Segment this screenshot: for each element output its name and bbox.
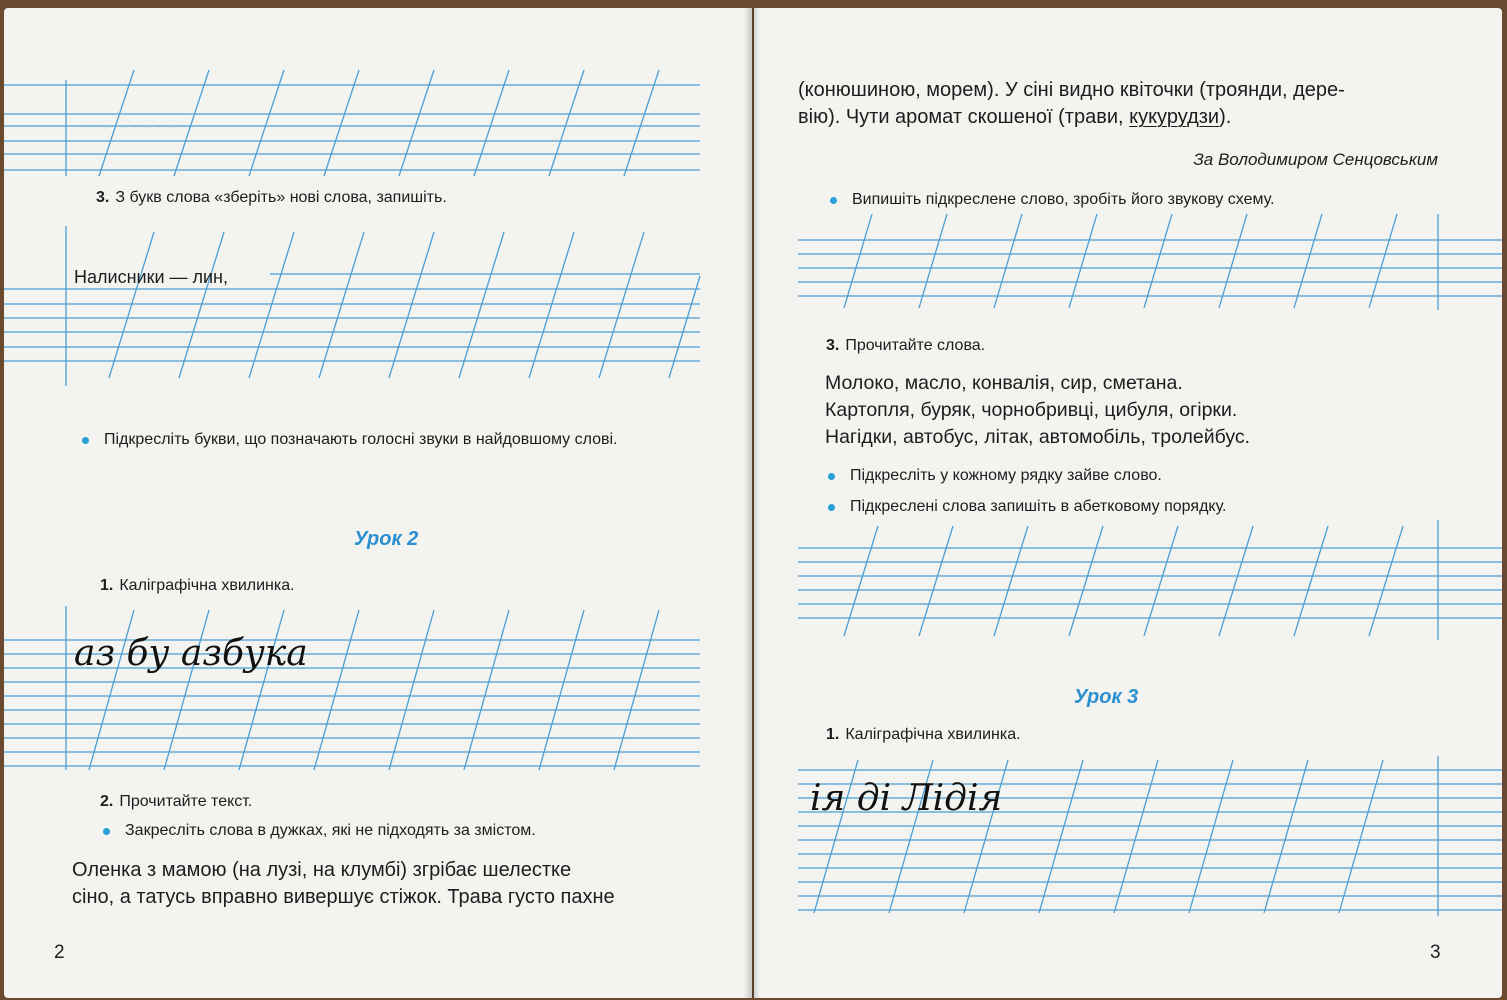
lesson-2-title: Урок 2	[354, 528, 419, 550]
calligraphy-sample-right: ія ді Лідія	[810, 778, 1003, 819]
word-row-2: Картопля, буряк, чорнобривці, цибуля, огірки.	[825, 399, 1238, 421]
task-1-number: 1.	[100, 577, 114, 594]
reading-paragraph	[72, 857, 752, 911]
lesson-3-title: Урок 3	[1074, 686, 1139, 708]
calligraphy-grid-right	[754, 8, 1502, 998]
bullet-cross-out	[125, 819, 725, 843]
line-2-text: вію). Чути аромат скошеної (трави,	[798, 106, 1130, 128]
example-text: Налисники — лин,	[74, 267, 228, 287]
task-3-text: З букв слова «зберіть» нові слова, запишіть.	[115, 189, 447, 206]
task-3-text: Прочитайте слова.	[845, 337, 986, 354]
page-number: 2	[54, 942, 65, 963]
bullet-text: Закресліть слова в дужках, які не підходять за змістом.	[125, 822, 536, 839]
attribution: За Володимиром Сенцовським	[1193, 150, 1438, 169]
bullet-text: Випишіть підкреслене слово, зробіть його звукову схему.	[852, 191, 1275, 208]
show-through-text: ··· ····· ···· ·······	[84, 118, 192, 135]
task-3-number: 3.	[826, 337, 840, 354]
task-2-text: Прочитайте текст.	[119, 793, 253, 810]
bullet-dot	[103, 828, 110, 835]
task-2	[100, 793, 252, 811]
left-page	[4, 8, 752, 998]
line-2-end: ).	[1219, 106, 1232, 128]
word-row-1: Молоко, масло, конвалія, сир, сметана.	[825, 372, 1183, 394]
word-row-3: Нагідки, автобус, літак, автомобіль, тролейбус.	[825, 426, 1251, 448]
book-spine-shadow	[744, 8, 760, 998]
page-number: 3	[1430, 942, 1441, 963]
continuation-line-1: (конюшиною, морем). У сіні видно квіточки (троянди, дере-	[798, 79, 1345, 101]
task-3-number: 3.	[96, 189, 110, 206]
task-2-number: 2.	[100, 793, 114, 810]
paragraph-line-2: сіно, а татусь вправно вивершує стіжок. Трава густо пахне	[72, 886, 615, 908]
underlined-word: кукурудзи	[1129, 106, 1220, 128]
calligraphy-sample: аз бу азбука	[74, 633, 308, 674]
bullet-text: Підкресліть у кожному рядку зайве слово.	[850, 467, 1162, 484]
task-1-number: 1.	[826, 726, 840, 743]
task-1-text: Каліграфічна хвилинка.	[119, 577, 295, 594]
bullet-text: Підкреслені слова запишіть в абетковому порядку.	[850, 498, 1227, 515]
calligraphy-grid	[4, 8, 752, 998]
task-1-text: Каліграфічна хвилинка.	[845, 726, 1021, 743]
right-page	[754, 8, 1502, 998]
bullet-text: Підкресліть букви, що позначають голосні звуки в найдовшому слові.	[104, 431, 618, 448]
paragraph-line-1: Оленка з мамою (на лузі, на клумбі) згрібає шелестке	[72, 859, 572, 881]
